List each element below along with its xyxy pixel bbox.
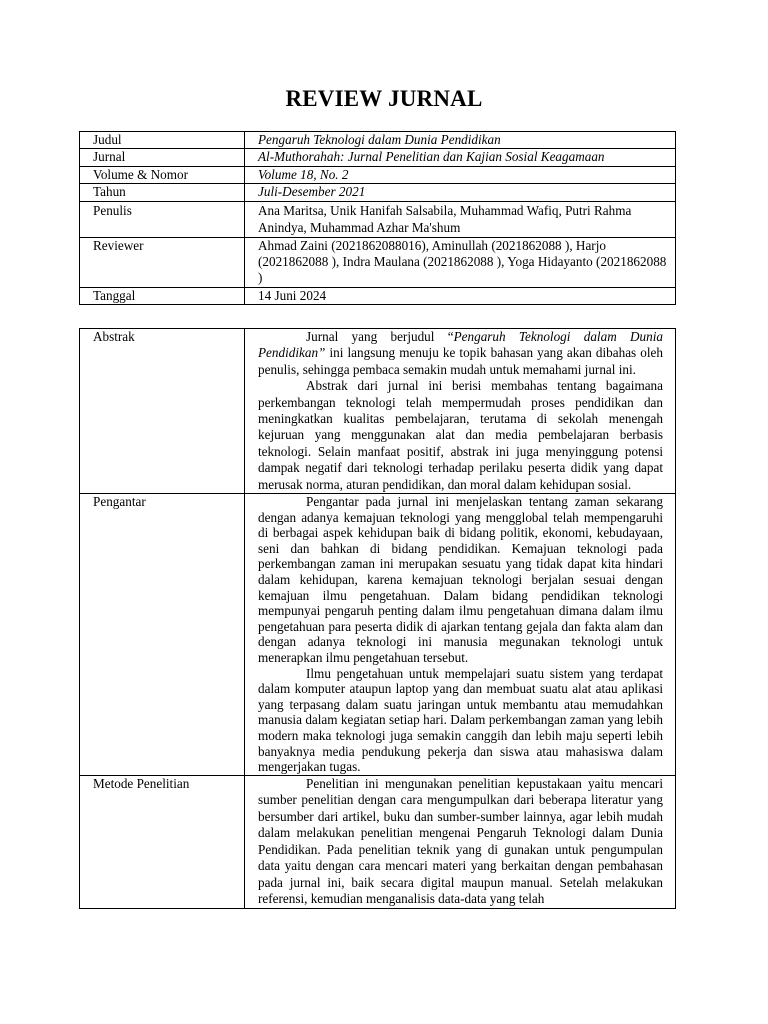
pengantar-paragraph-1: Pengantar pada jurnal ini menjelaskan tentang zaman sekarang dengan adanya kemajuan teknologi yang mengglobal telah mempengaruhi di berbagai aspek kehidupan baik di bidang politik, ekonomi, kebudayaan, seni dan bahkan di bidang pendidikan. Kemajuan teknologi pada perkembangan zaman ini merupakan sesuatu yang tidak dapat kita hindari dalam kehidupan, karena kemajuan teknologi berjalan sesuai dengan kemajuan ilmu pengetahuan. Dalam bidang pendidikan teknologi mempunyai pengaruh penting dalam ilmu pengetahuan dimana dalam ilmu pengetahuan para peserta didik di ajarkan tentang gejala dan fakta alam dan dengan adanya teknologi ini manusia megunakan teknologi untuk menerapkan ilmu pengetahuan tersebut. <box>258 494 663 665</box>
judul-value: Pengaruh Teknologi dalam Dunia Pendidikan <box>245 132 676 149</box>
reviewer-value: Ahmad Zaini (2021862088016), Aminullah (2021862088 ), Harjo (2021862088 ), Indra Maulana (2021862088 ), Yoga Hidayanto (2021862088 ) <box>245 237 676 287</box>
judul-row <box>80 132 676 149</box>
abstrak-paragraph-2: Abstrak dari jurnal ini berisi membahas tentang bagaimana perkembangan teknologi telah mempermudah proses pendidikan dan meningkatkan kualitas pembelajaran, terutama di sekolah menengah kejuruan yang menggunakan alat dan media pembelajaran berbasis teknologi. Selain manfaat positif, abstrak ini juga menyinggung potensi dampak negatif dari teknologi terhadap perilaku peserta didik yang dapat merusak norma, aturan pendidikan, dan moral dalam kehidupan sosial. <box>258 378 663 492</box>
volume-row <box>80 166 676 183</box>
pengantar-paragraph-2: Ilmu pengetahuan untuk mempelajari suatu sistem yang terdapat dalam komputer ataupun laptop yang dan membuat suatu alat atau aplikasi yang terpasang dalam suatu jaringan untuk membantu atau memudahkan manusia dalam kegiatan setiap hari. Dalam perkembangan zaman yang lebih modern maka teknologi juga semakin canggih dan lebih maju seperti lebih banyaknya media pendukung pekerja dan siswa atau mahasiswa dalam mengerjakan tugas. <box>258 665 663 775</box>
jurnal-label: Jurnal <box>80 149 245 166</box>
reviewer-label: Reviewer <box>80 237 245 287</box>
tanggal-label: Tanggal <box>80 287 245 304</box>
tahun-row <box>80 184 676 201</box>
abstrak-label: Abstrak <box>80 329 245 494</box>
jurnal-value: Al-Muthorahah: Jurnal Penelitian dan Kajian Sosial Keagamaan <box>245 149 676 166</box>
pengantar-row <box>80 494 676 776</box>
tahun-label: Tahun <box>80 184 245 201</box>
page-title: REVIEW JURNAL <box>285 86 483 111</box>
review-content-table <box>79 328 676 909</box>
abstrak-p1-start: Jurnal yang berjudul “ <box>306 329 454 344</box>
tahun-value: Juli-Desember 2021 <box>245 184 676 201</box>
tanggal-row <box>80 287 676 304</box>
abstrak-row <box>80 329 676 494</box>
volume-value: Volume 18, No. 2 <box>245 166 676 183</box>
metode-text <box>245 775 676 908</box>
abstrak-paragraph-1 <box>258 329 663 378</box>
metode-label: Metode Penelitian <box>80 775 245 908</box>
volume-label: Volume & Nomor <box>80 166 245 183</box>
tanggal-value: 14 Juni 2024 <box>245 287 676 304</box>
pengantar-text <box>245 494 676 776</box>
abstrak-p1-journal-title: Pengaruh Teknologi dalam Dunia Pendidikan” <box>258 329 663 361</box>
judul-label: Judul <box>80 132 245 149</box>
penulis-value: Ana Maritsa, Unik Hanifah Salsabila, Muhammad Wafiq, Putri Rahma Anindya, Muhammad Azhar Ma'shum <box>245 201 676 237</box>
penulis-label: Penulis <box>80 201 245 237</box>
journal-info-table <box>79 131 676 305</box>
metode-paragraph-1: Penelitian ini mengunakan penelitian kepustakaan yaitu mencari sumber penelitian dengan cara mengumpulkan dari beberapa literatur yang bersumber dari artikel, buku dan sumber-sumber lainnya, agar lebih mudah dalam melakukan penelitian mengenai Pengaruh Teknologi dalam Dunia Pendidikan. Pada penelitian teknik yang di gunakan untuk pengumpulan data yaitu dengan cara mencari materi yang berkaitan dengan pembahasan pada jurnal ini, baik secara digital maupun manual. Setelah melakukan referensi, kemudian menganalisis data-data yang telah <box>258 775 663 907</box>
abstrak-text <box>245 329 676 494</box>
abstrak-p1-end: ini langsung menuju ke topik bahasan yang akan dibahas oleh penulis, sehingga pembaca semakin mudah untuk memahami jurnal ini. <box>258 345 663 377</box>
reviewer-row <box>80 237 676 287</box>
penulis-row <box>80 201 676 237</box>
metode-row <box>80 775 676 908</box>
pengantar-label: Pengantar <box>80 494 245 776</box>
jurnal-row <box>80 149 676 166</box>
